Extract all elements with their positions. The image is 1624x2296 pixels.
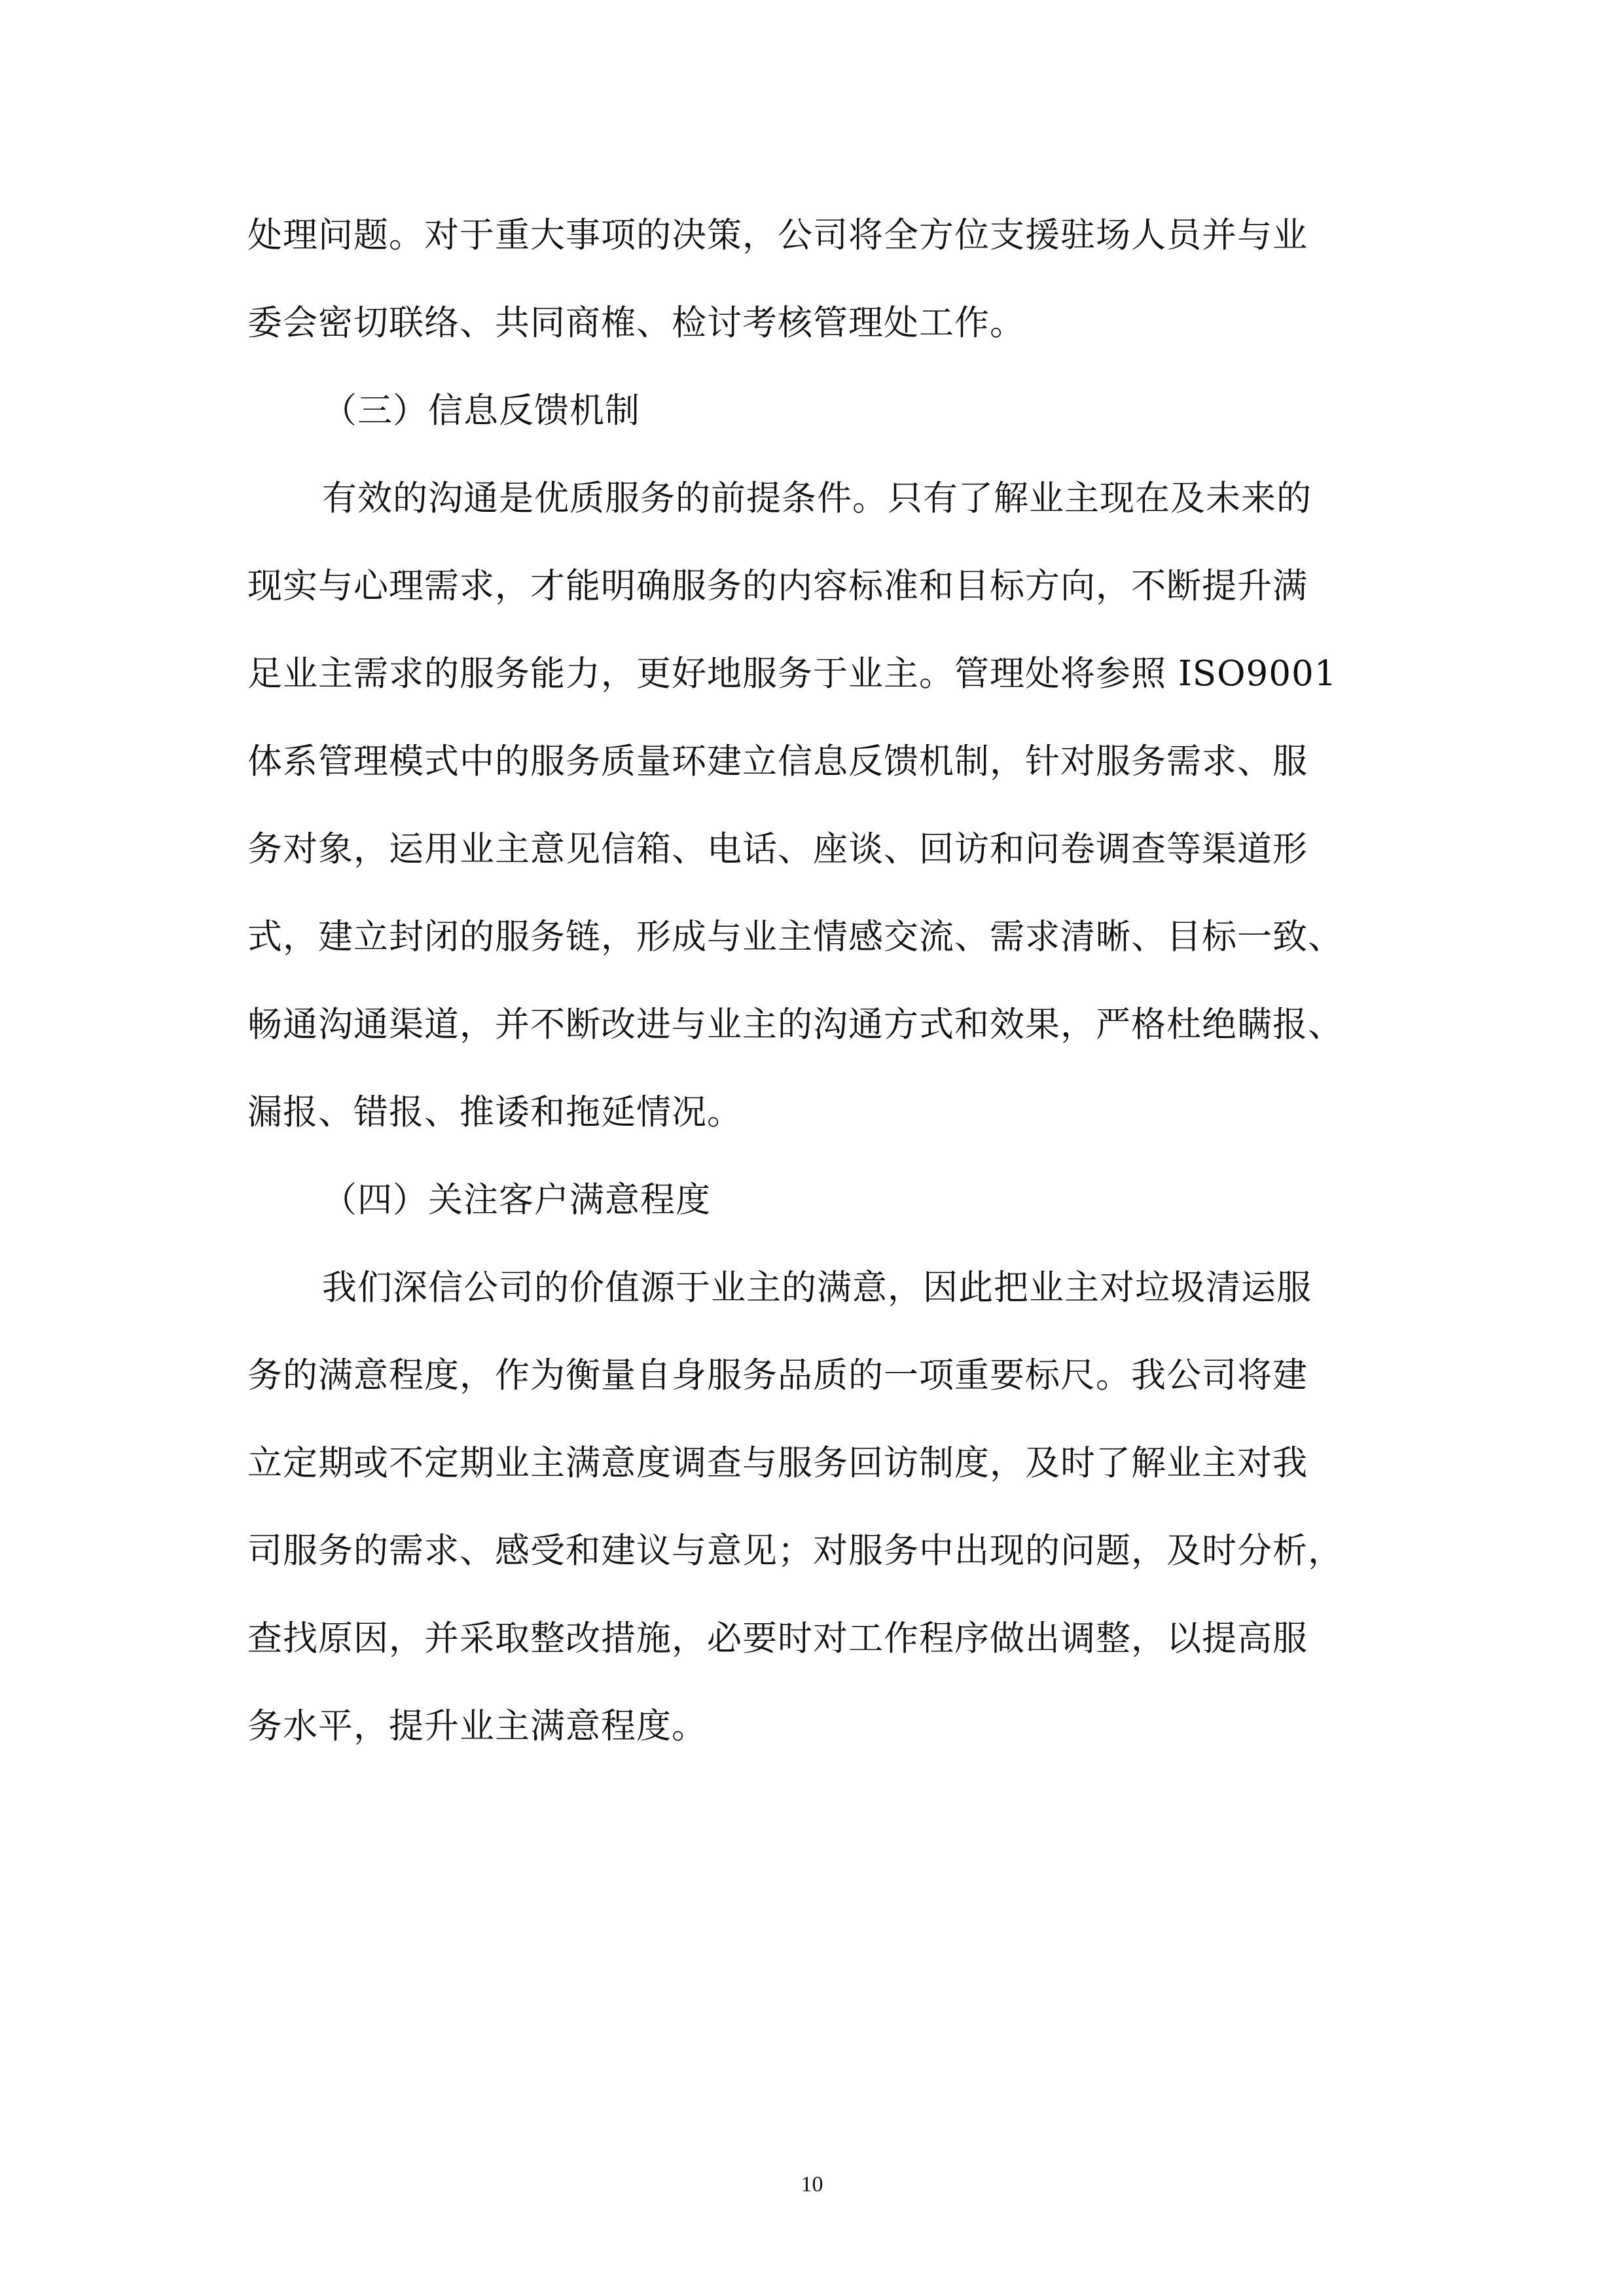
paragraph-line: 处理问题。对于重大事项的决策，公司将全方位支援驻场人员并与业 xyxy=(247,215,1308,255)
paragraph-line: 足业主需求的服务能力，更好地服务于业主。管理处将参照 ISO9001 xyxy=(247,654,1337,694)
paragraph-line: 务水平，提升业主满意程度。 xyxy=(247,1706,707,1746)
paragraph-line: 式，建立封闭的服务链，形成与业主情感交流、需求清晰、目标一致、 xyxy=(247,917,1343,957)
section-heading: （三）信息反馈机制 xyxy=(322,391,640,431)
paragraph-line: 我们深信公司的价值源于业主的满意，因此把业主对垃圾清运服 xyxy=(322,1268,1312,1308)
paragraph-line: 漏报、错报、推诿和拖延情况。 xyxy=(247,1092,742,1132)
paragraph-line: 务的满意程度，作为衡量自身服务品质的一项重要标尺。我公司将建 xyxy=(247,1355,1308,1395)
paragraph-line: 立定期或不定期业主满意度调查与服务回访制度，及时了解业主对我 xyxy=(247,1443,1308,1483)
section-heading: （四）关注客户满意程度 xyxy=(322,1180,711,1220)
paragraph-line: 查找原因，并采取整改措施，必要时对工作程序做出调整，以提高服 xyxy=(247,1619,1308,1659)
paragraph-line: 现实与心理需求，才能明确服务的内容标准和目标方向，不断提升满 xyxy=(247,566,1308,606)
paragraph-line: 司服务的需求、感受和建议与意见；对服务中出现的问题，及时分析， xyxy=(247,1531,1343,1571)
paragraph-line: 务对象，运用业主意见信箱、电话、座谈、回访和问卷调查等渠道形 xyxy=(247,829,1308,869)
paragraph-line: 委会密切联络、共同商榷、检讨考核管理处工作。 xyxy=(247,303,1025,343)
paragraph-line: 畅通沟通渠道，并不断改进与业主的沟通方式和效果，严格杜绝瞒报、 xyxy=(247,1005,1343,1045)
paragraph-line: 有效的沟通是优质服务的前提条件。只有了解业主现在及未来的 xyxy=(322,478,1312,518)
paragraph-line: 体系管理模式中的服务质量环建立信息反馈机制，针对服务需求、服 xyxy=(247,742,1308,781)
page-number: 10 xyxy=(801,2172,823,2197)
